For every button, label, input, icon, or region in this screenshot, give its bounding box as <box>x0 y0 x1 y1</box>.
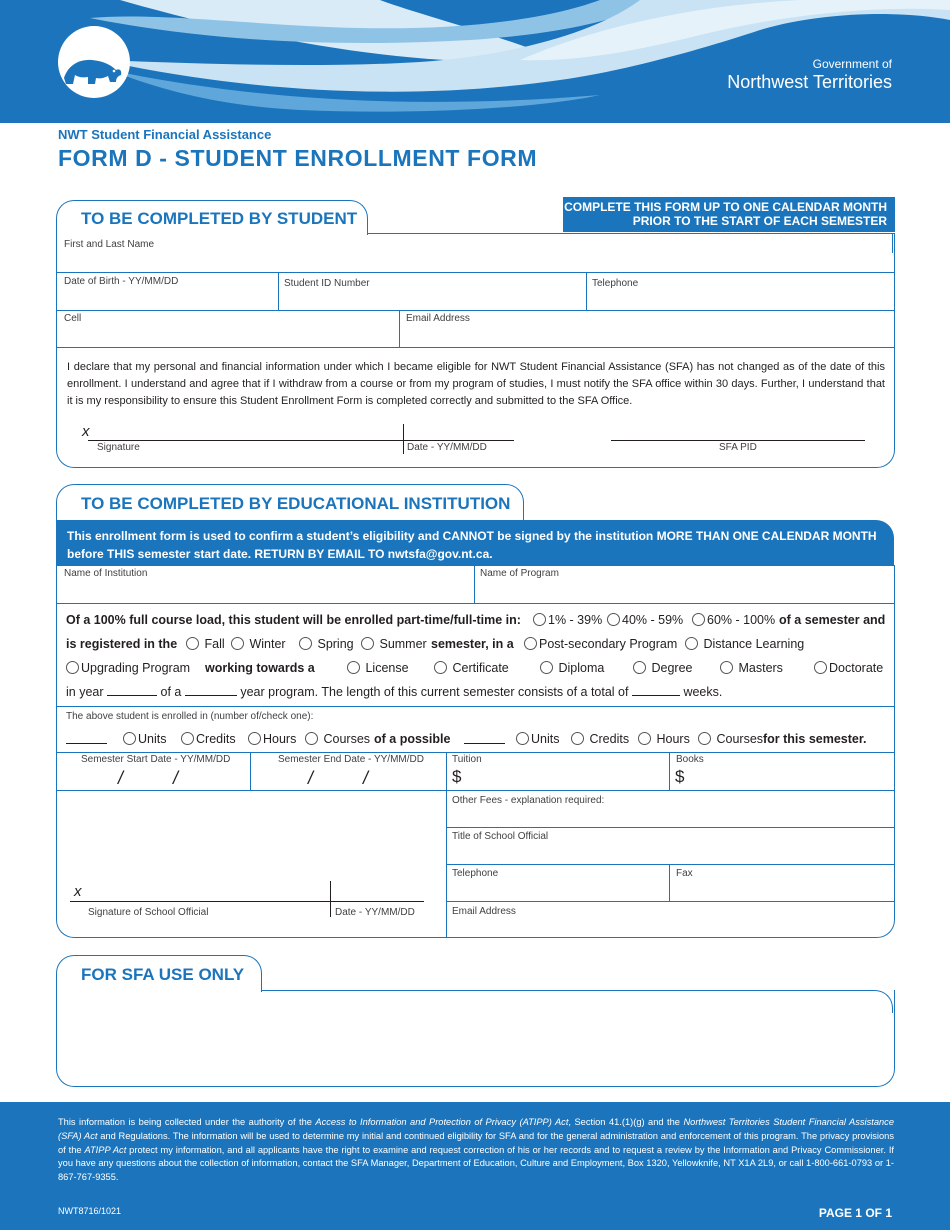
declaration-text: I declare that my personal and financial information under which I became eligible for NWT Student Financial Assistance (SFA) has not changed as of the date of this enrollment. I understand and agree that if I withdraw from a course or from my program of studies, I must notify the SFA office within 30 days. Further, I understand that it is my responsibility to ensure this Student Enrollment Form is completed correctly and submitted to the SFA Office. <box>67 361 885 407</box>
cell-field[interactable] <box>58 326 396 346</box>
rule-2 <box>56 310 894 311</box>
credential-label: License <box>365 661 409 675</box>
program-name: NWT Student Financial Assistance <box>58 127 272 142</box>
unit-type-label: Hours <box>263 732 297 746</box>
tuition-currency: $ <box>452 767 462 786</box>
official-date-field[interactable] <box>334 884 422 900</box>
rule-1 <box>56 272 894 273</box>
radio-icon <box>685 637 698 650</box>
books-currency: $ <box>675 767 685 786</box>
load-option-3[interactable] <box>692 613 775 627</box>
signature-mark: x <box>82 423 90 440</box>
footer <box>0 1102 950 1230</box>
enrolled-label: The above student is enrolled in (number of/check one): <box>66 711 314 722</box>
fax-label: Fax <box>676 868 693 879</box>
semester-fall[interactable] <box>186 637 225 651</box>
signature-line <box>88 440 514 441</box>
fax-field[interactable] <box>674 880 890 898</box>
divider <box>250 752 251 790</box>
institution-warning-bar <box>56 520 894 566</box>
institution-name-label: Name of Institution <box>64 568 148 579</box>
polar-bear-icon <box>58 26 130 98</box>
student-tab-title: TO BE COMPLETED BY STUDENT <box>81 209 358 228</box>
possible-type-units[interactable] <box>516 732 559 746</box>
radio-icon <box>571 732 584 745</box>
signature-label: Signature <box>97 442 140 453</box>
working-towards-text: working towards a <box>205 661 315 675</box>
radio-icon <box>186 637 199 650</box>
institution-email-label: Email Address <box>452 906 516 917</box>
tuition-field[interactable] <box>466 767 664 789</box>
official-date-label: Date - YY/MM/DD <box>335 907 415 918</box>
date-label: Date - YY/MM/DD <box>407 442 487 453</box>
nwt-logo <box>58 26 130 98</box>
load-option-2[interactable] <box>607 613 683 627</box>
radio-icon <box>814 661 827 674</box>
unit-type-label: Units <box>531 732 560 746</box>
student-signature-field[interactable] <box>82 424 402 440</box>
privacy-notice <box>58 1116 894 1185</box>
institution-name-field[interactable] <box>60 580 470 600</box>
credential-certificate[interactable] <box>434 661 509 675</box>
radio-icon <box>347 661 360 674</box>
divider <box>474 566 475 603</box>
radio-icon <box>720 661 733 674</box>
cell-field-label: Cell <box>64 313 82 324</box>
semester-spring[interactable] <box>299 637 354 651</box>
unit-type-label: Credits <box>196 732 236 746</box>
divider <box>399 310 400 348</box>
rule-8 <box>446 790 894 791</box>
dob-field[interactable] <box>58 289 276 309</box>
form-number: NWT8716/1021 <box>58 1206 122 1216</box>
official-signature-label: Signature of School Official <box>88 907 209 918</box>
privacy-text: and Regulations. The information will be used to determine my initial and continued eligibility for SFA and for the general administration and enforcement of this program. The privacy provisions of the <box>58 1130 894 1155</box>
semester-label: Spring <box>317 637 354 651</box>
of-semester-text: of a semester and <box>779 613 886 627</box>
page-title: FORM D - STUDENT ENROLLMENT FORM <box>58 145 538 171</box>
possible-count-line <box>464 743 505 744</box>
unit-type-label: Credits <box>589 732 630 746</box>
page-number: PAGE 1 OF 1 <box>818 1206 892 1220</box>
radio-icon <box>434 661 447 674</box>
telephone-field-label: Telephone <box>592 278 639 289</box>
sfa-act-name: Northwest Territories Student Financial Assistance (SFA) Act <box>58 1117 894 1141</box>
semester-start-label: Semester Start Date - YY/MM/DD <box>81 754 231 765</box>
institution-telephone-field[interactable] <box>450 880 664 898</box>
radio-icon <box>123 732 136 745</box>
program-type-label: Distance Learning <box>703 637 805 651</box>
of-a-text: of a <box>160 685 182 699</box>
name-field[interactable] <box>58 250 892 270</box>
start-date-slashes: / / <box>118 768 179 788</box>
timing-notice <box>563 197 895 232</box>
unit-type-hours[interactable] <box>248 732 296 746</box>
semester-end-field[interactable] <box>256 767 442 789</box>
radio-icon <box>516 732 529 745</box>
program-type-distance[interactable] <box>685 637 804 651</box>
dob-field-label: Date of Birth - YY/MM/DD <box>64 276 179 287</box>
rule-9 <box>446 827 894 828</box>
semester-in-a-text: semester, in a <box>431 637 514 651</box>
semester-label: Fall <box>204 637 225 651</box>
rule-10 <box>446 864 894 865</box>
for-semester-text: for this semester. <box>763 732 867 746</box>
program-type-label: Post-secondary Program <box>539 637 678 651</box>
rule-7 <box>56 790 446 791</box>
student-id-field[interactable] <box>282 291 582 309</box>
notice-line2: PRIOR TO THE START OF EACH SEMESTER <box>632 214 887 228</box>
radio-icon <box>299 637 312 650</box>
weeks-text: weeks. <box>683 685 723 699</box>
signature-date-divider <box>403 424 404 454</box>
student-id-field-label: Student ID Number <box>284 278 370 289</box>
rule-6 <box>56 752 894 753</box>
program-name-field[interactable] <box>478 580 890 600</box>
divider <box>669 864 670 901</box>
program-type-postsecondary[interactable] <box>524 637 677 651</box>
semester-label: Summer <box>379 637 427 651</box>
registered-in-text: is registered in the <box>66 637 178 651</box>
school-official-title-label: Title of School Official <box>452 831 549 842</box>
sfa-tab-title: FOR SFA USE ONLY <box>81 965 245 984</box>
unit-type-courses[interactable] <box>305 732 370 746</box>
government-wordmark <box>727 57 892 93</box>
student-date-field[interactable] <box>406 424 512 440</box>
name-field-label: First and Last Name <box>64 239 155 250</box>
possible-type-hours[interactable] <box>638 732 690 746</box>
radio-icon <box>533 613 546 626</box>
privacy-act-name: Access to Information and Protection of Privacy (ATIPP) Act <box>315 1117 569 1127</box>
books-field[interactable] <box>690 767 888 789</box>
enrolled-count-field[interactable] <box>66 730 107 743</box>
telephone-field[interactable] <box>590 291 890 309</box>
radio-icon <box>540 661 553 674</box>
credential-label: Certificate <box>452 661 509 675</box>
institution-tab <box>56 484 524 521</box>
program-name-label: Name of Program <box>480 568 559 579</box>
credential-label: Masters <box>738 661 783 675</box>
radio-icon <box>181 732 194 745</box>
possible-type-courses[interactable] <box>698 732 763 746</box>
radio-icon <box>698 732 711 745</box>
divider <box>278 272 279 310</box>
institution-vertical-divider <box>446 752 447 937</box>
radio-icon <box>248 732 261 745</box>
semester-start-field[interactable] <box>64 767 244 789</box>
semester-label: Winter <box>249 637 286 651</box>
privacy-text: This information is being collected under the authority of the <box>58 1117 316 1127</box>
header-banner <box>0 0 950 123</box>
rule-4 <box>56 603 894 604</box>
sfa-pid-line <box>611 440 865 441</box>
weeks-field[interactable] <box>632 685 680 696</box>
radio-icon <box>633 661 646 674</box>
unit-type-label: Hours <box>656 732 690 746</box>
institution-tab-title: TO BE COMPLETED BY EDUCATIONAL INSTITUTION <box>81 494 511 513</box>
sfa-top-rule <box>260 990 872 991</box>
possible-type-credits[interactable] <box>571 732 629 746</box>
email-field-label: Email Address <box>406 313 470 324</box>
institution-email-field[interactable] <box>450 918 890 932</box>
student-tab <box>56 200 368 235</box>
semester-end-label: Semester End Date - YY/MM/DD <box>278 754 424 765</box>
privacy-text: , Section 41.(1)(g) and the <box>568 1117 684 1127</box>
warning-line2: before THIS semester start date. RETURN BY EMAIL TO nwtsfa@gov.nt.ca. <box>67 547 493 561</box>
school-official-title-field[interactable] <box>450 843 890 861</box>
course-load-row <box>66 613 521 627</box>
student-corner <box>892 233 893 253</box>
unit-type-credits[interactable] <box>181 732 236 746</box>
radio-icon <box>638 732 651 745</box>
rule-11 <box>446 901 894 902</box>
other-fees-label: Other Fees - explanation required: <box>452 795 605 806</box>
warning-line1: This enrollment form is used to confirm a student’s eligibility and CANNOT be signed by the institution MORE THAN ONE CALENDAR MONTH <box>67 529 877 543</box>
load-option-label: 40% - 59% <box>622 613 684 627</box>
privacy-text: protect my information, and all applicants have the right to examine and request correction of his or her records and to request a review by the Information and Privacy Commissioner. If you have any questions about the collection of information, contact the SFA Manager, Department of Education, Culture and Employment, Box 1320, Yellowknife, NT X1A 2L9, or call 1-800-661-0793 or 1-867-767-9355. <box>58 1144 894 1183</box>
sfa-pid-label: SFA PID <box>719 442 757 453</box>
unit-type-units[interactable] <box>123 732 166 746</box>
institution-telephone-label: Telephone <box>452 868 499 879</box>
notice-line1: COMPLETE THIS FORM UP TO ONE CALENDAR MONTH <box>564 200 887 214</box>
credential-label: Degree <box>651 661 693 675</box>
semester-summer[interactable] <box>361 637 427 651</box>
divider <box>669 752 670 790</box>
program-length-field[interactable] <box>185 685 237 696</box>
credential-license[interactable] <box>347 661 409 675</box>
radio-icon <box>692 613 705 626</box>
unit-type-label: Units <box>138 732 167 746</box>
load-option-label: 60% - 100% <box>707 613 776 627</box>
radio-icon <box>66 661 79 674</box>
sfa-pid-field[interactable] <box>611 424 865 440</box>
official-signature-field[interactable] <box>74 884 324 900</box>
of-possible-text: of a possible <box>374 732 451 746</box>
load-option-1[interactable] <box>533 613 602 627</box>
radio-icon <box>231 637 244 650</box>
books-label: Books <box>676 754 704 765</box>
year-program-text: year program. The length of this current semester consists of a total of <box>240 685 629 699</box>
gov-line1: Government of <box>812 57 892 71</box>
credential-doctorate[interactable] <box>814 661 883 675</box>
credential-diploma[interactable] <box>540 661 604 675</box>
atipp-act-name: ATIPP Act <box>84 1144 127 1155</box>
rule-5 <box>56 706 894 707</box>
possible-count-field[interactable] <box>464 730 505 743</box>
gov-line2: Northwest Territories <box>727 72 892 92</box>
official-date-divider <box>330 881 331 917</box>
email-field[interactable] <box>403 326 891 346</box>
sfa-use-section[interactable] <box>56 990 895 1087</box>
other-fees-field[interactable] <box>450 807 890 825</box>
credential-label: Diploma <box>558 661 605 675</box>
student-top-rule <box>366 233 894 234</box>
enrolled-count-line <box>66 743 107 744</box>
end-date-slashes: / / <box>308 768 369 788</box>
unit-type-label: Courses <box>323 732 371 746</box>
sfa-tab <box>56 955 262 992</box>
semester-winter[interactable] <box>231 637 286 651</box>
official-signature-line <box>70 901 424 902</box>
credential-degree[interactable] <box>633 661 692 675</box>
program-type-label: Upgrading Program <box>81 661 191 675</box>
radio-icon <box>607 613 620 626</box>
radio-icon <box>524 637 537 650</box>
in-year-text: in year <box>66 685 104 699</box>
credential-label: Doctorate <box>829 661 884 675</box>
official-signature-mark: x <box>74 883 82 900</box>
course-load-intro: Of a 100% full course load, this student will be enrolled part-time/full-time in: <box>66 613 521 627</box>
radio-icon <box>361 637 374 650</box>
year-field[interactable] <box>107 685 157 696</box>
tuition-label: Tuition <box>452 754 482 765</box>
divider <box>586 272 587 310</box>
radio-icon <box>305 732 318 745</box>
program-type-upgrading[interactable] <box>66 661 190 675</box>
credential-masters[interactable] <box>720 661 783 675</box>
load-option-label: 1% - 39% <box>548 613 603 627</box>
year-program-row <box>66 685 722 699</box>
rule-3 <box>56 347 894 348</box>
unit-type-label: Courses <box>716 732 764 746</box>
